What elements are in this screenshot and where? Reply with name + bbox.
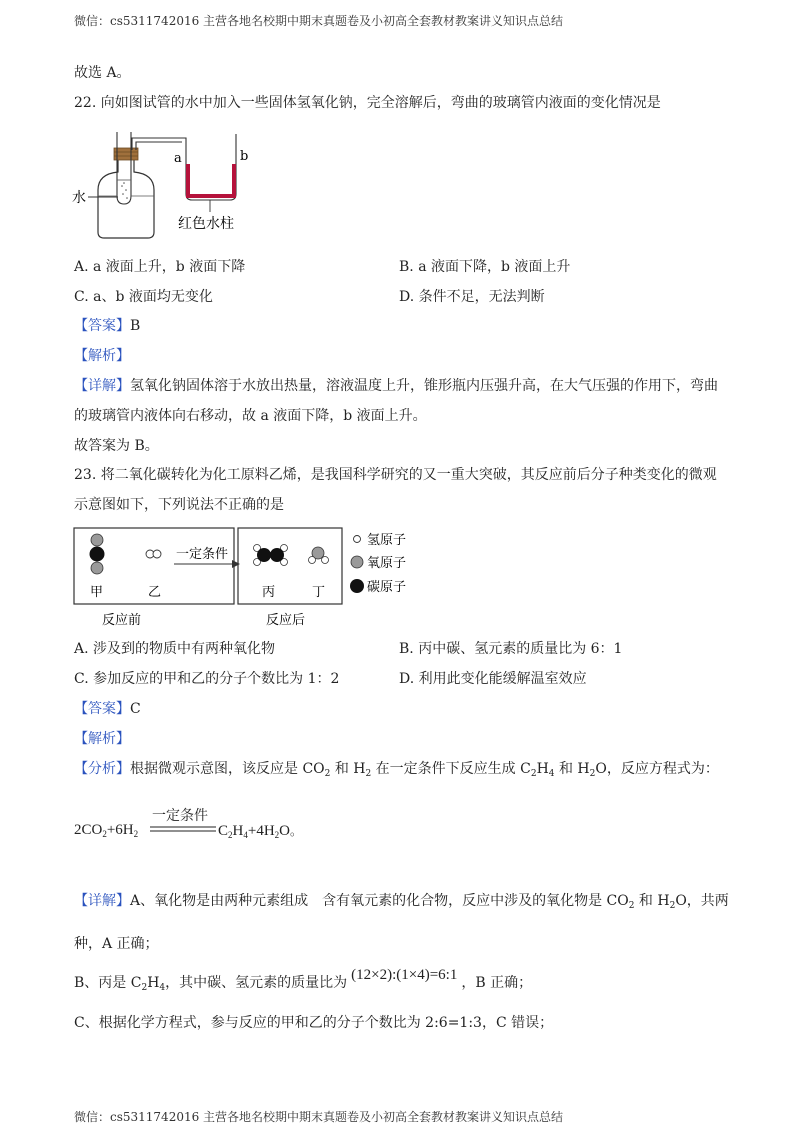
- answer-tag: 【答案】: [74, 701, 130, 717]
- q22-analysis-tag: 【解析】: [74, 348, 130, 364]
- q23-stem-line2: 示意图如下，下列说法不正确的是: [74, 497, 284, 513]
- legend-c-icon: [350, 579, 364, 593]
- equation-right: $C_2H_4+4H_2O$。: [218, 823, 303, 840]
- q23-option-d: D. 利用此变化能缓解温室效应: [399, 671, 587, 687]
- subscript: 4: [548, 769, 555, 779]
- q22-stem: 22. 向如图试管的水中加入一些固体氢氧化钠，完全溶解后，弯曲的玻璃管内液面的变化情况是: [74, 95, 661, 111]
- label-yi: 乙: [148, 585, 162, 600]
- q22-detail-line2: 的玻璃管内液体向右移动，故 a 液面下降，b 液面上升。: [74, 408, 427, 424]
- label-a: a: [174, 151, 182, 166]
- fenxi-text: 在一定条件下反应生成 C: [371, 761, 531, 777]
- subscript: 2: [365, 769, 372, 779]
- label-b: b: [240, 149, 249, 164]
- after-box: [238, 528, 342, 604]
- equation-condition: 一定条件: [152, 808, 208, 824]
- q23-option-a: A. 涉及到的物质中有两种氧化物: [74, 641, 276, 657]
- q23-option-b: B. 丙中碳、氢元素的质量比为 6：1: [399, 641, 623, 657]
- legend-o: 氧原子: [367, 556, 407, 571]
- label-before: 反应前: [102, 613, 142, 628]
- answer-value: B: [130, 318, 141, 334]
- answer-value: C: [130, 701, 141, 717]
- label-red-column: 红色水柱: [178, 216, 234, 232]
- q22-option-b: B. a 液面下降，b 液面上升: [399, 259, 571, 275]
- page-header: 微信：cs5311742016 主营各地名校期中期末真题卷及小初高全套教材教案讲义知识点总结: [74, 14, 564, 28]
- label-bing: 丙: [262, 585, 276, 600]
- label-condition: 一定条件: [176, 547, 229, 562]
- subscript: 2: [530, 769, 537, 779]
- cork-stopper: [114, 148, 138, 160]
- q23-fenxi: [74, 760, 719, 778]
- legend-h-icon: [354, 536, 361, 543]
- q23-detail-a: 【详解】A、氧化物是由两种元素组成 含有氧元素的化合物，反应中涉及的氧化物是 $CO_2$ 和 $H_2O$，共两: [74, 893, 729, 911]
- q23-option-c: C. 参加反应的甲和乙的分子个数比为 1：2: [74, 671, 340, 687]
- page-footer: 微信：cs5311742016 主营各地名校期中期末真题卷及小初高全套教材教案讲义知识点总结: [74, 1110, 564, 1124]
- q23-stem-line1: 23. 将二氧化碳转化为化工原料乙烯，是我国科学研究的又一重大突破，其反应前后分子种类变化的微观: [74, 467, 717, 483]
- q22-apparatus-figure: [70, 124, 280, 244]
- q23-detail-c: C、根据化学方程式，参与反应的甲和乙的分子个数比为 2:6=1:3，C 错误；: [74, 1015, 554, 1031]
- fenxi-text: O，反应方程式为：: [595, 761, 719, 777]
- q22-answer: [74, 317, 140, 335]
- q23-detail-a-end: 种，A 正确；: [74, 936, 159, 952]
- arrow-head: [232, 560, 240, 568]
- q22-option-d: D. 条件不足，无法判断: [399, 289, 545, 305]
- detail-text: A、氧化物是由两种元素组成 含有氧元素的化合物，反应中涉及的氧化物是 CO: [130, 893, 629, 909]
- label-jia: 甲: [90, 585, 104, 600]
- legend-h: 氢原子: [367, 533, 407, 548]
- detail-text: 和 H: [634, 893, 670, 909]
- subscript: 2: [589, 769, 596, 779]
- prev-answer: 故选 A。: [74, 65, 131, 81]
- fenxi-text: 和 H: [330, 761, 366, 777]
- q23-answer: [74, 700, 141, 718]
- q23-reaction-figure: [72, 524, 452, 632]
- fenxi-text: H: [536, 761, 549, 777]
- detail-tag: 【详解】: [74, 378, 130, 394]
- equation-left: $2CO_2+6H_2$: [74, 822, 139, 839]
- legend-o-icon: [351, 556, 363, 568]
- answer-tag: 【答案】: [74, 318, 130, 334]
- label-after: 反应后: [266, 613, 306, 628]
- fenxi-text: 和 H: [554, 761, 590, 777]
- detail-text: O，共两: [675, 893, 729, 909]
- delivery-tube: [132, 134, 236, 200]
- red-water-column: [188, 164, 234, 196]
- q23-analysis-tag: 【解析】: [74, 731, 130, 747]
- q22-detail-line1: [74, 377, 718, 395]
- legend-c: 碳原子: [367, 580, 407, 595]
- label-ding: 丁: [312, 585, 326, 600]
- equation-double-line: [150, 825, 218, 833]
- detail-text: 氢氧化钠固体溶于水放出热量，溶液温度上升，锥形瓶内压强升高，在大气压强的作用下，弯曲: [130, 378, 718, 394]
- q22-option-a: A. a 液面上升，b 液面下降: [74, 259, 246, 275]
- label-water: 水: [72, 190, 86, 206]
- test-tube: [117, 132, 131, 204]
- fenxi-tag: 【分析】: [74, 761, 130, 777]
- q23-detail-b: B、丙是 $C_2H_4$，其中碳、氢元素的质量比为 (12×2):(1×4)=6:1 ，B 正确；: [74, 967, 533, 993]
- q22-conclusion: 故答案为 B。: [74, 438, 159, 454]
- mass-ratio-formula: (12×2):(1×4)=6:1: [351, 967, 458, 983]
- subscript: 2: [324, 769, 331, 779]
- detail-tag: 【详解】: [74, 893, 130, 909]
- fenxi-text: 根据微观示意图，该反应是 CO: [130, 761, 325, 777]
- q22-option-c: C. a、b 液面均无变化: [74, 289, 213, 305]
